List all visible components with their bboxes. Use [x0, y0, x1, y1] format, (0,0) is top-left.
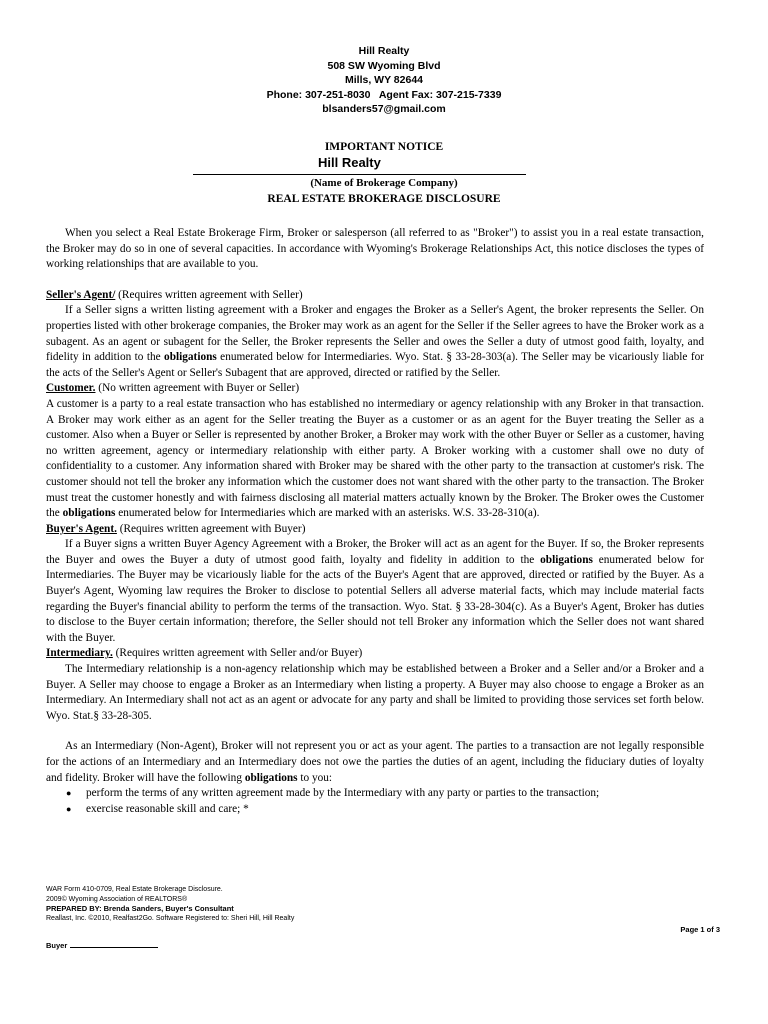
obligations-list — [46, 786, 704, 817]
intermediary-obligations-paragraph — [46, 739, 704, 786]
bullet-icon: ● — [66, 788, 72, 799]
list-item: ● perform the terms of any written agreement made by the Intermediary with any party or parties to the transaction; — [46, 786, 704, 802]
customer-obligations: obligations — [62, 507, 116, 520]
intermediary-note: (Requires written agreement with Seller and/or Buyer) — [112, 647, 363, 660]
letterhead — [0, 44, 768, 117]
company-address: 508 SW Wyoming Blvd — [327, 59, 441, 72]
company-email: blsanders57@gmail.com — [322, 103, 446, 116]
sellers-agent-text-a: If a Seller signs a written listing agreement with a Broker and engages the Broker as a Seller's Agent, the broker represents the Seller. On properties listed with other brokerage companies, the Broker may work as an agent for the Seller if the Seller agrees to have the Broker work as a subagent. As an agent or subagent for the Seller, the Broker represents the Seller and owes the Seller a duty of utmost good faith, loyalty, and fidelity in addition to the — [46, 304, 704, 364]
buyers-agent-note: (Requires written agreement with Buyer) — [116, 522, 306, 535]
intermediary-heading: Intermediary. — [46, 647, 113, 660]
bullet-icon: ● — [66, 803, 72, 814]
list-item: ● exercise reasonable skill and care; * — [46, 802, 704, 818]
sellers-agent-heading-line — [46, 288, 704, 304]
sellers-agent-obligations: obligations — [164, 351, 217, 364]
buyers-agent-heading: Buyer's Agent. — [46, 522, 117, 535]
disclosure-title: REAL ESTATE BROKERAGE DISCLOSURE — [267, 193, 501, 205]
buyer-initials-field[interactable] — [70, 940, 158, 948]
intermediary-para2-a: As an Intermediary (Non-Agent), Broker will not represent you or act as your agent. The parties to a transaction are not legally responsible for the actions of an Intermediary and an Intermediary does not owe the parties the duties of an agent, including the fiduciary duties of loyalty and fidelity. Broker will have the following — [46, 740, 704, 784]
software-notice: Reallast, Inc. ©2010, Realfast2Go. Software Registered to: Sheri Hill, Hill Realty — [46, 914, 295, 922]
customer-paragraph — [46, 397, 704, 522]
company-city: Mills, WY 82644 — [344, 74, 423, 87]
buyers-agent-heading-line — [46, 522, 704, 538]
form-footer — [46, 885, 726, 923]
buyers-agent-text-a: If a Buyer signs a written Buyer Agency Agreement with a Broker, the Broker will act as an agent for the Buyer. If so, the Broker represents the Buyer and owes the Buyer a duty of utmost good faith, loyalty and fidelity in addition to the — [46, 538, 704, 566]
customer-heading: Customer. — [46, 382, 96, 395]
customer-note: (No written agreement with Buyer or Seller) — [95, 382, 300, 395]
intermediary-obligations: obligations — [244, 771, 298, 784]
sellers-agent-text-b: enumerated below for Intermediaries. Wyo. Stat. § 33-28-303(a). The Seller may be vicariously liable for the acts of the Seller's Agent or Seller's Subagent that are approved, directed or ratified by the Seller. — [46, 351, 704, 379]
name-underline — [193, 174, 526, 175]
prepared-by: PREPARED BY: Brenda Sanders, Buyer's Consultant — [46, 904, 234, 913]
customer-heading-line — [46, 381, 704, 397]
company-name: Hill Realty — [358, 45, 410, 57]
notice-title: IMPORTANT NOTICE — [324, 141, 444, 153]
page-number: Page 1 of 3 — [680, 925, 720, 934]
sellers-agent-note: (Requires written agreement with Seller) — [115, 288, 303, 301]
buyers-agent-text-b: enumerated below for Intermediaries. The Buyer may be vicariously liable for the acts of the Buyer's Agent that are approved, directed or ratified by the Buyer. As a Buyer's Agent, Wyoming law requires the Broker to disclose to potential Sellers all adverse material facts, which may include material facts regarding the Buyer's financial ability to perform the terms of the transaction. Wyo. Stat. § 33-28-304(c). As a Buyer's Agent, Broker has duties to disclose to the Buyer certain information; therefore, the Seller should not tell Broker any information which the Seller does not want shared with the Buyer. — [46, 553, 704, 644]
brokerage-name: Hill Realty — [318, 155, 381, 170]
copyright: 2009© Wyoming Association of REALTORS® — [46, 895, 188, 903]
intermediary-heading-line — [46, 646, 704, 662]
buyers-agent-paragraph — [46, 537, 704, 646]
brokerage-name-hint: (Name of Brokerage Company) — [310, 177, 458, 189]
intermediary-paragraph: The Intermediary relationship is a non-agency relationship which may be established between a Broker and a Seller and/or a Broker and a Buyer. A Seller may choose to engage a Broker as an Intermediary when listing a property. A Buyer may also choose to engage a Broker as an Intermediary. An Intermediary shall not act as an agent or advocate for any party and shall be limited to providing those services set forth below. Wyo. Stat.§ 33-28-305. — [46, 663, 704, 722]
buyer-label: Buyer — [46, 941, 68, 950]
intro-paragraph: When you select a Real Estate Brokerage Firm, Broker or salesperson (all referred to as "Broker") to assist you in a real estate transaction, the Broker may do so in one of several capacities. In accordance with Wyoming's Brokerage Relationships Act, this notice discloses the types of working relationships that are available to you. — [46, 227, 704, 271]
company-phone: Phone: 307-251-8030 Agent Fax: 307-215-7339 — [266, 88, 502, 101]
customer-text-b: enumerated below for Intermediaries which are marked with an asterisks. W.S. 33-28-310(a). — [115, 507, 540, 520]
document-body — [46, 226, 704, 817]
sellers-agent-paragraph — [46, 303, 704, 381]
buyer-initials-line — [46, 940, 158, 950]
customer-text-a: A customer is a party to a real estate transaction who has established no intermediary or agency relationship with any Broker in that transaction. A Broker may work either as an agent for the Seller treating the Buyer as a customer or as an agent for the Buyer treating the Seller as a customer. Also when a Buyer or Seller is represented by another Broker, a Broker may work with the other Buyer or Seller as a customer, having no written agreement, agency or intermediary relationship with either party. A Broker working with a customer shall owe no duty of confidentiality to a customer. Any information shared with Broker may be shared with the other party to the transaction at customer's risk. The customer should not tell the broker any information which the customer does not want shared with the other party to the transaction. The Broker must treat the customer honestly and with fairness disclosing all material matters actually known by the Broker. The Broker owes the Customer the — [46, 397, 704, 520]
sellers-agent-heading: Seller's Agent/ — [46, 288, 116, 301]
buyers-agent-obligations: obligations — [540, 553, 593, 566]
intermediary-para2-b: to you: — [297, 771, 333, 784]
form-id: WAR Form 410-0709, Real Estate Brokerage Disclosure. — [46, 886, 223, 893]
